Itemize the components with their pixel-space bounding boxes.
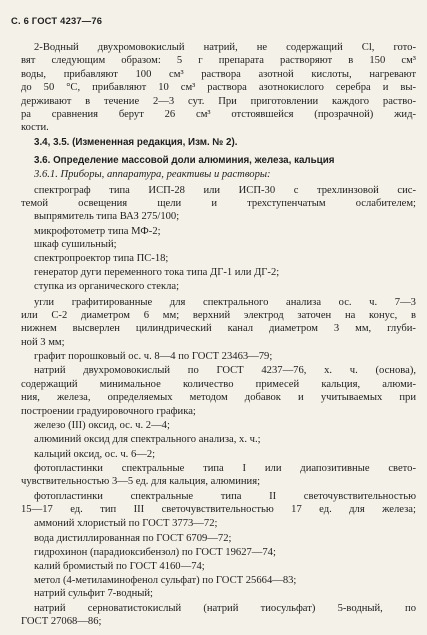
text-line: содержащий минимальное количество примесей кальция, алюми- bbox=[21, 378, 416, 390]
revision-note: 3.4, 3.5. (Измененная редакция, Изм. № 2). bbox=[34, 136, 238, 148]
text-line: натрий двухромовокислый по ГОСТ 4237—76, х. ч. (основа), bbox=[34, 365, 417, 377]
text-line: спектрограф типа ИСП-28 или ИСП-30 с трехлинзовой сис- bbox=[34, 184, 416, 196]
text-line: ра сравнения берут 26 см³ отстоявшейся (прозрачной) жид- bbox=[21, 109, 417, 120]
text-line: натрий серноватистокислый (натрий тиосульфат) 5-водный, по bbox=[34, 602, 416, 614]
text-line: вода дистиллированная по ГОСТ 6709—72; bbox=[34, 532, 232, 544]
text-line: держивают в течение 2—3 сут. При приготовлении каждого раство- bbox=[21, 95, 417, 107]
text-line: до 50 °С, прибавляют 10 см³ раствора азотнокислого серебра и вы- bbox=[21, 82, 416, 94]
text-line: фотопластинки спектральные типа II светочувствительностью bbox=[34, 490, 416, 502]
text-line: аммоний хлористый по ГОСТ 3773—72; bbox=[34, 518, 218, 530]
text-line: ступка из органического стекла; bbox=[34, 281, 180, 293]
text-line: ГОСТ 27068—86; bbox=[21, 616, 102, 627]
text-line: темой освещения щели и трехступенчатым ослабителем; bbox=[21, 197, 416, 209]
text-line: воды, прибавляют 100 см³ раствора азотной кислоты, нагревают bbox=[21, 68, 417, 80]
text-line: графит порошковый ос. ч. 8—4 по ГОСТ 23463—79; bbox=[34, 351, 273, 362]
text-line: чувствительностью 3—5 ед. для кальция, алюминия; bbox=[21, 476, 261, 488]
text-line: ной 3 мм; bbox=[21, 336, 65, 348]
text-line: гидрохинон (парадиоксибензол) по ГОСТ 19627—74; bbox=[34, 547, 276, 559]
text-line: кости. bbox=[21, 122, 49, 134]
text-line: микрофотометр типа МФ-2; bbox=[34, 225, 161, 237]
text-line: 15—17 ед. тип III светочувствительностью 17 ед. для железа; bbox=[21, 504, 416, 516]
text-line: выпрямитель типа ВАЗ 275/100; bbox=[34, 211, 180, 223]
text-line: кальций оксид, ос. ч. 6—2; bbox=[34, 448, 156, 460]
text-line: натрий сульфит 7-водный; bbox=[34, 588, 153, 600]
text-line: ния, железа, определяемых методом добавок и учитываемых при bbox=[21, 392, 417, 404]
section-heading: 3.6. Определение массовой доли алюминия, железа, кальция bbox=[34, 154, 335, 166]
text-line: калий бромистый по ГОСТ 4160—74; bbox=[34, 560, 205, 572]
text-line: шкаф сушильный; bbox=[34, 239, 117, 251]
text-line: метол (4-метиламинофенол сульфат) по ГОСТ 25664—83; bbox=[34, 574, 297, 586]
text-line: нижнем высверлен цилиндрический канал диаметром 3 мм, глуби- bbox=[21, 323, 416, 335]
text-line: вят следующим образом: 5 г препарата растворяют в 150 см³ bbox=[21, 55, 416, 67]
text-line: фотопластинки спектральные типа I или диапозитивные свето- bbox=[34, 462, 416, 474]
text-line: 2-Водный двухромовокислый натрий, не содержащий Cl, гото- bbox=[34, 42, 416, 53]
text-line: построении градуировочного графика; bbox=[21, 405, 196, 417]
text-line: железо (III) оксид, ос. ч. 2—4; bbox=[34, 419, 170, 431]
text-line: алюминий оксид для спектрального анализа, х. ч.; bbox=[34, 434, 261, 446]
subsection-heading: 3.6.1. Приборы, аппаратура, реактивы и растворы: bbox=[34, 169, 271, 181]
text-line: спектропроектор типа ПС-18; bbox=[34, 253, 169, 265]
text-line: или С-2 диаметром 6 мм; верхний электрод заточен на конус, в bbox=[21, 309, 417, 321]
text-line: угли графитированные для спектрального анализа ос. ч. 7—3 bbox=[34, 296, 416, 308]
text-line: генератор дуги переменного тока типа ДГ-1 или ДГ-2; bbox=[34, 266, 280, 278]
page-header: С. 6 ГОСТ 4237—76 bbox=[11, 15, 103, 26]
